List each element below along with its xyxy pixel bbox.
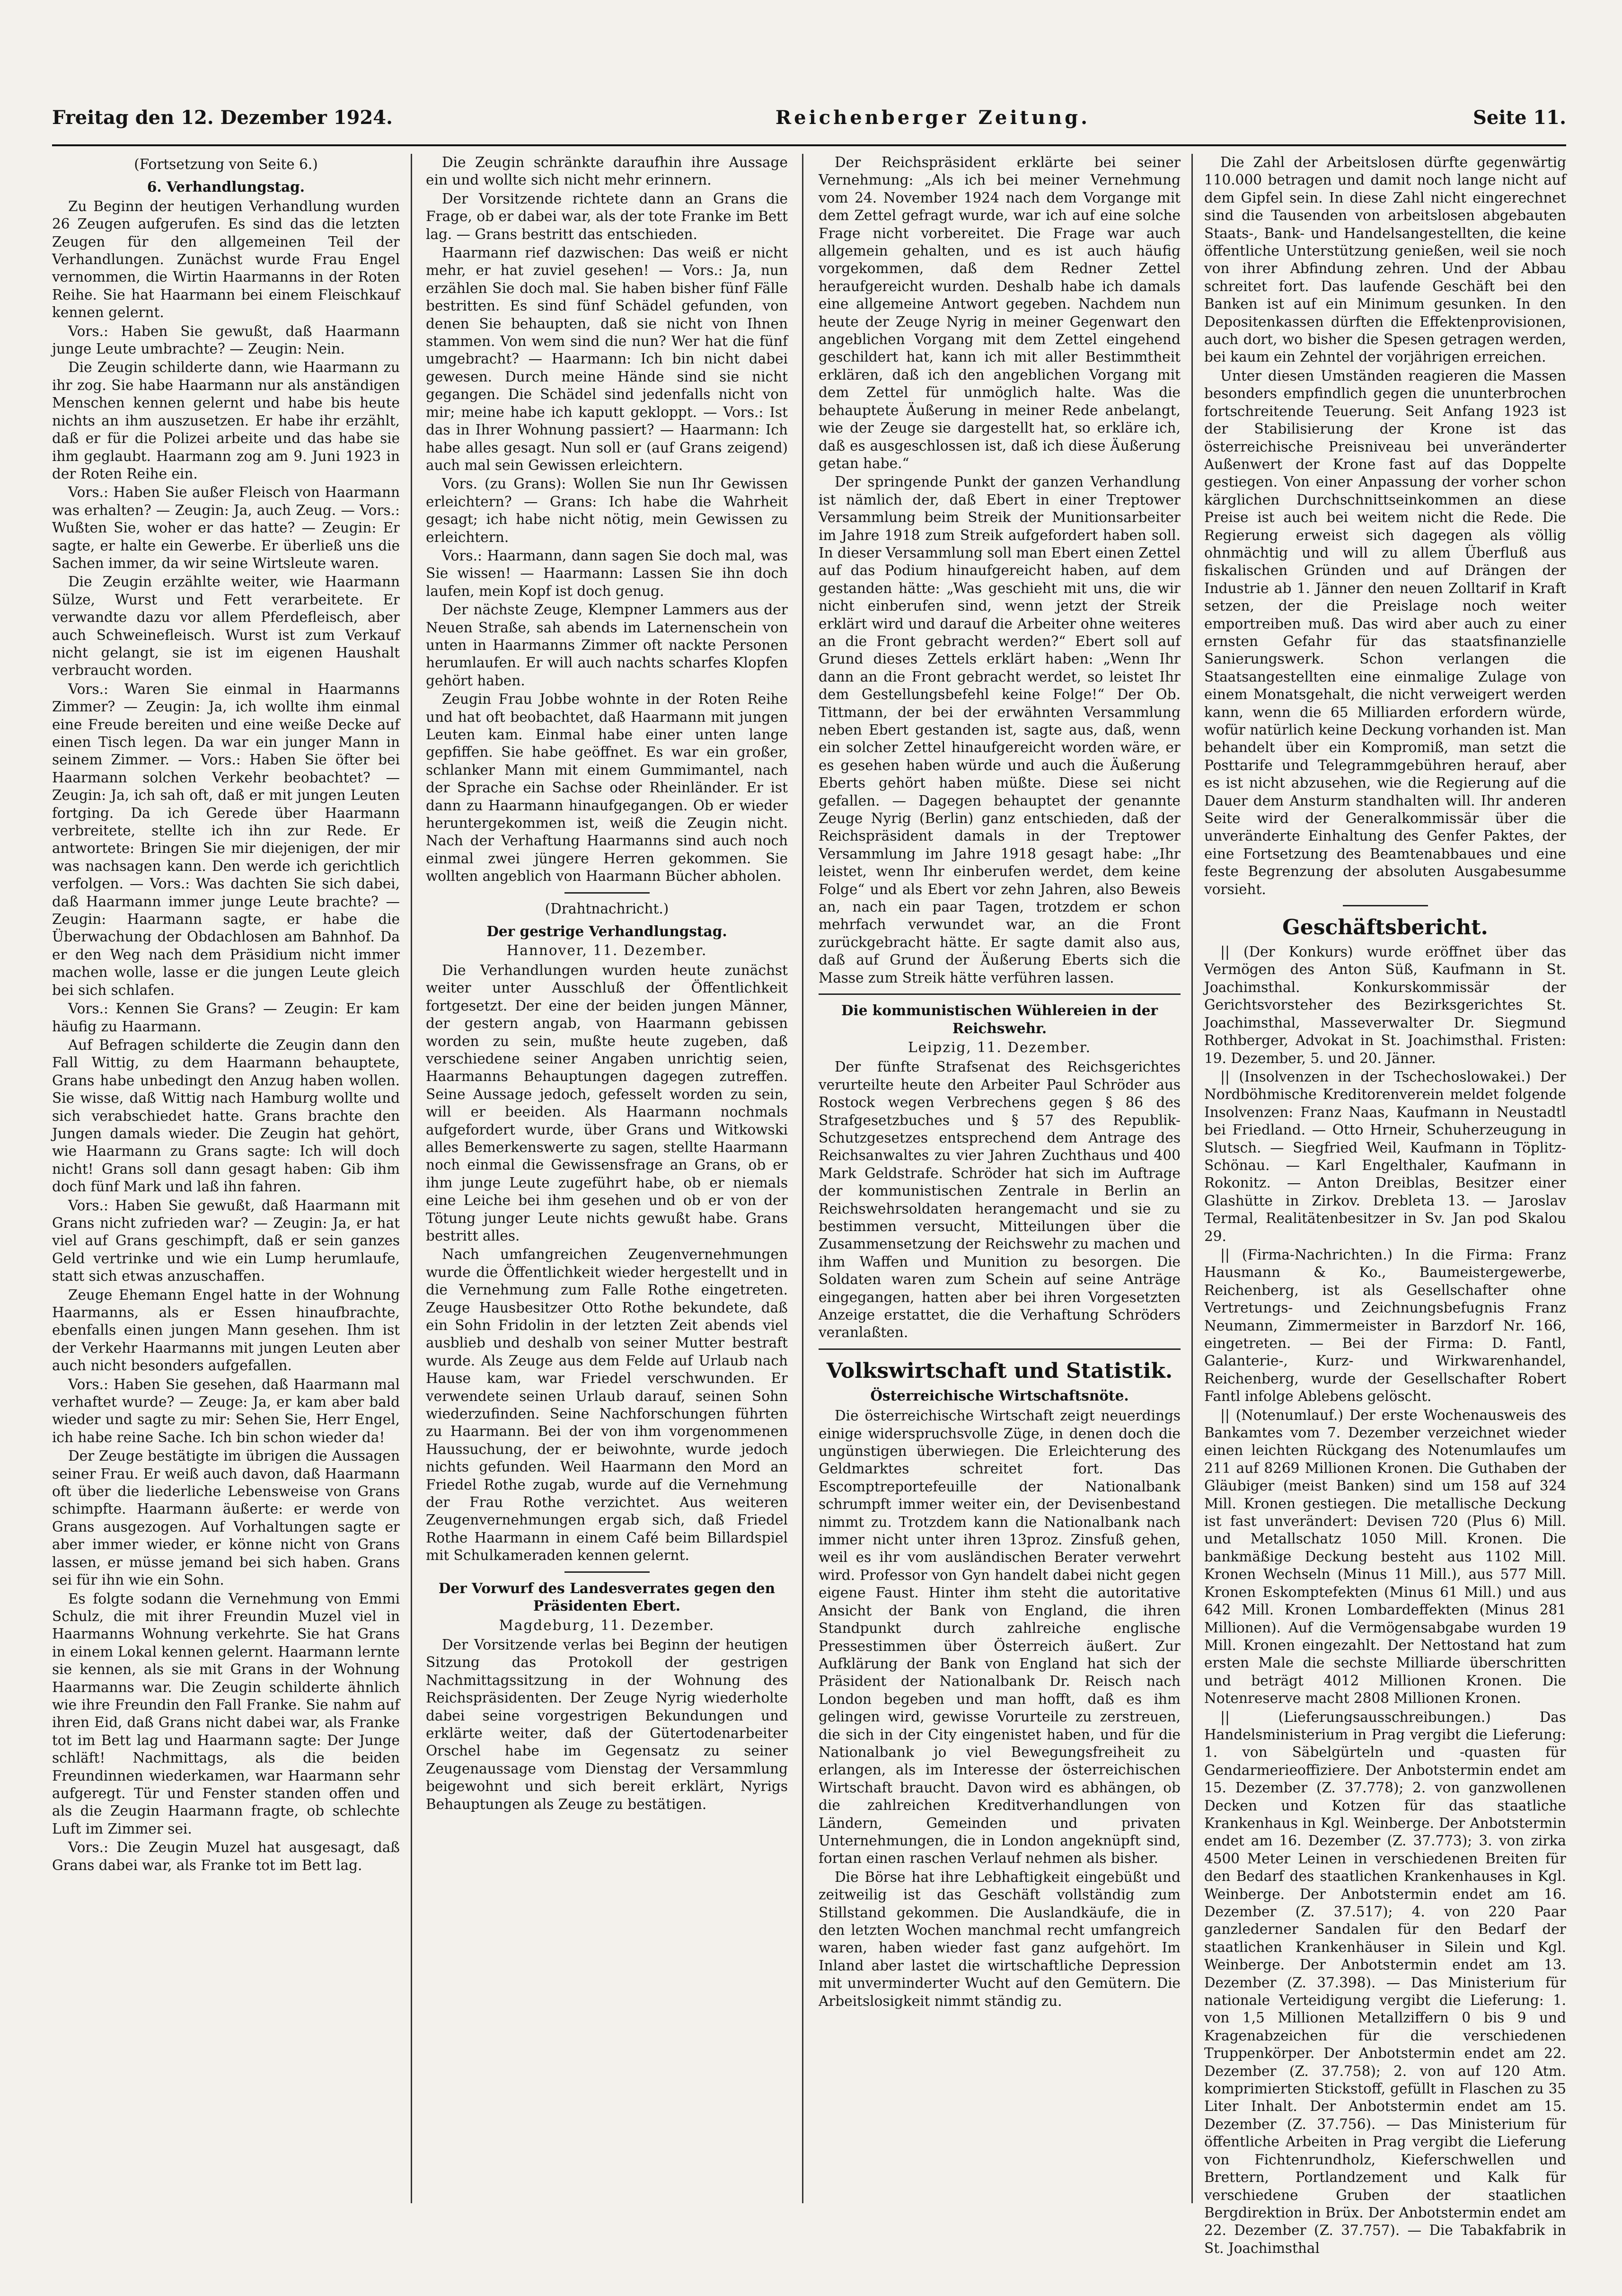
paragraph: Die Zahl der Arbeitslosen dürfte gegenwärtig 110.000 betragen und damit noch lange nicht auf dem Gipfel sein. In diese Zahl nicht eingerechnet sind die Tausenden von arbeitslosen abgebauten Staats-, Bank- und Handelsangestellten, die keine öffentliche Unterstützung genießen, weil sie noch von ihrer Abfindung zehren. Und der Abbau schreitet fort. Das laufende Geschäft bei den Banken ist auf ein Minimum gesunken. In den Depositenkassen dürften die Effektenprovisionen, auch dort, wo bisher die Spesen getragen werden, bei kaum ein Zehntel der vorjährigen erreichen. xyxy=(1204,154,1566,365)
column-2 xyxy=(426,154,788,2203)
article-heading: Österreichische Wirtschaftsnöte. xyxy=(870,1387,1129,1404)
section-heading: Volkswirtschaft und Statistik. xyxy=(826,1358,1173,1383)
paragraph: Vors.: Haben Sie gewußt, daß Haarmann mit Grans nicht zufrieden war? — Zeugin: Ja, er hat viel auf Grans geschimpft, daß er sein ganzes Geld vertrinke und wie ein Lump herumlaufe, statt sich etwas anzuschaffen. xyxy=(52,1197,400,1285)
paragraph: Der nächste Zeuge, Klempner Lammers aus der Neuen Straße, sah abends im Laternenschein von unten in Haarmanns Zimmer oft nackte Personen herumlaufen. Er will auch nachts scharfes Klopfen gehört haben. xyxy=(426,602,788,689)
paragraph: Unter diesen Umständen reagieren die Massen besonders empfindlich gegen die ununterbrochen fortschreitende Teuerung. Seit Anfang 1923 ist der Stabilisierung der Krone ist das österreichische Preisniveau bei unveränderter Außenwert der Krone fast auf das Doppelte gestiegen. Von einer Anpassung der vorher schon kärglichen Durchschnittseinkommen an diese Preise ist auch bei weitem nicht die Rede. Die Regierung erweist sich dagegen als völlig ohnmächtig und will zu allem Überfluß aus fiskalischen Gründen und auf Drängen der Industrie ab 1. Jänner den neuen Zolltarif in Kraft setzen, der die Preislage noch weiter emportreiben muß. Das wird aber auch zu einer ernsten Gefahr für das staatsfinanzielle Sanierungswerk. Schon verlangen die Staatsangestellten eine einmalige Zulage von einem Monatsgehalt, die nicht verweigert werden kann, wenn die 65 Milliarden erfordern würde, wofür natürlich keine Deckung vorhanden ist. Man behandelt über ein Kompromiß, man setzt die Posttarife und Telegrammgebühren herauf, aber es ist nicht abzusehen, wie die Regierung auf die Dauer dem Ansturm standhalten will. Ihr anderen Seite wird der Generalkommissär über die unveränderte Einhaltung des Genfer Paktes, der eine Fortsetzung des Beamtenabbaues und eine feste Begrenzung der absoluten Ausgabesumme vorsieht. xyxy=(1204,367,1566,897)
wire-note: (Drahtnachricht.) xyxy=(545,900,669,917)
page-number: Seite 11. xyxy=(1473,106,1566,129)
paragraph: Vors.: Haben Sie außer Fleisch von Haarmann was erhalten? — Zeugin: Ja, auch Zeug. — Vors.: Wußten Sie, woher er das hatte? — Zeugin: Er sagte, er halte ein Gewerbe. Er überließ uns die Sachen immer, da wir seine Wirtsleute waren. xyxy=(52,484,400,571)
paragraph: Der Vorsitzende richtete dann an Grans die Frage, ob er dabei war, als der tote Franke im Bett lag. — Grans bestritt das entschieden. xyxy=(426,190,788,242)
paragraph: Vors.: Kennen Sie Grans? — Zeugin: Er kam häufig zu Haarmann. xyxy=(52,1001,400,1035)
paragraph: Der Vorsitzende verlas bei Beginn der heutigen Sitzung das Protokoll der gestrigen Nachmittagssitzung in der Wohnung des Reichspräsidenten. Der Zeuge Nyrig wiederholte dabei seine vorgestrigen Bekundungen und erklärte weiter, daß der Gütertodenarbeiter Orschel habe im Gegensatz zu seiner Zeugenaussage vom Dienstag der Versammlung beigewohnt und sich bereit erklärt, Nyrigs Behauptungen als Zeuge zu bestätigen. xyxy=(426,1636,788,1812)
dateline: Magdeburg, 11. Dezember. xyxy=(499,1617,715,1633)
paragraph: || (Notenumlauf.) Der erste Wochenausweis des Bankamtes vom 7. Dezember verzeichnet wieder einen leichten Rückgang des Notenumlaufes um 211 auf 8269 Millionen Kronen. Die Guthaben der Gläubiger (meist Banken) sind um 158 auf 324 Mill. Kronen gestiegen. Die metallische Deckung ist fast unverändert: Devisen 720 (Plus 6) Mill. und Metallschatz 1050 Mill. Kronen. Die bankmäßige Deckung besteht aus 1102 Mill. Kronen Wechseln (Minus 11 Mill.), aus 577 Mill. Kronen Eskomptefekten (Minus 61 Mill.) und aus 642 Mill. Kronen Lombardeffekten (Minus 281 Millionen). Auf die Vermögensabgabe wurden 19 Mill. Kronen eingezahlt. Der Nettostand hat zum ersten Male die sechste Milliarde überschritten und beträgt 4012 Millionen Kronen. Die Notenreserve macht 2808 Millionen Kronen. xyxy=(1204,1407,1566,1707)
masthead xyxy=(52,106,1566,140)
paragraph: Nach umfangreichen Zeugenvernehmungen wurde die Öffentlichkeit wieder hergestellt und in die Vernehmung zum Falle Rothe eingetreten. Zeuge Hausbesitzer Otto Rothe bekundete, daß ein Sohn Fridolin in der letzten Zeit abends viel ausblieb und deshalb von seiner Mutter bestraft wurde. Als Zeuge aus dem Felde auf Urlaub nach Hause kam, war Friedel verschwunden. Er verwendete seinen Urlaub darauf, seinen Sohn wiederzufinden. Seine Nachforschungen führten zu Haarmann. Bei der von ihm vorgenommenen Haussuchung, der er beiwohnte, wurde jedoch nichts gefunden. Weil Haarmann den Mord an Friedel Rothe zugab, wurde auf die Vernehmung der Frau Rothe verzichtet. Aus weiteren Zeugenvernehmungen ergab sich, daß Friedel Rothe Haarmann in einem Café beim Billardspiel mit Schulkameraden kennen gelernt. xyxy=(426,1246,788,1564)
paragraph: Vors. (zu Grans): Wollen Sie nun Ihr Gewissen erleichtern? — Grans: Ich habe die Wahrheit gesagt; ich habe nicht nötig, mein Gewissen zu erleichtern. xyxy=(426,476,788,545)
paragraph: Die Börse hat ihre Lebhaftigkeit eingebüßt und zeitweilig ist das Geschäft vollständig zum Stillstand gekommen. Die Auslandkäufe, die in den letzten Wochen manchmal recht umfangreich waren, haben wieder fast ganz aufgehört. Im Inland aber lastet die wirtschaftliche Depression mit unverminderter Wucht auf den Gemütern. Die Arbeitslosigkeit nimmt ständig zu. xyxy=(819,1869,1181,2009)
column-divider xyxy=(802,154,803,2203)
paragraph: || (Insolvenzen in der Tschechoslowakei.) Der Nordböhmische Kreditorenverein meldet folgende Insolvenzen: Franz Naas, Kaufmann in Neustadtl bei Friedland. — Otto Hrneir, Schuherzeugung in Slutsch. — Siegfried Weil, Kaufmann in Töplitz-Schönau. — Karl Engelthaler, Kaufmann in Rokonitz. — Anton Dreiblas, Besitzer einer Glashütte in Zirkov. Drebleta 13. — Jaroslav Termal, Realitätenbesitzer in Sv. Jan pod Skalou 29. xyxy=(1204,1068,1566,1244)
paragraph: Die Zeugin schränkte daraufhin ihre Aussage ein und wollte sich nicht mehr erinnern. xyxy=(426,154,788,188)
paragraph: || (Firma-Nachrichten.) In die Firma: Franz Hausmann & Ko., Baumeistergewerbe, Reichenberg, ist als Gesellschafter ohne Vertretungs- und Zeichnungsbefugnis Franz Neumann, Zimmermeister in Barzdorf Nr. 166, eingetreten. — Bei der Firma: D. Fantl, Galanterie-, Kurz- und Wirkwarenhandel, Reichenberg, wurde der Gesellschafter Robert Fantl infolge Ablebens gelöscht. xyxy=(1204,1246,1566,1405)
column-divider xyxy=(411,154,412,2203)
dateline: Hannover, 11. Dezember. xyxy=(506,942,707,959)
dateline: Leipzig, 11. Dezember. xyxy=(908,1039,1091,1055)
newspaper-title: Reichenberger Zeitung. xyxy=(775,106,1091,129)
paragraph: Der springende Punkt der ganzen Verhandlung ist nämlich der, daß Ebert in einer Treptower Versammlung beim Streik der Munitionsarbeiter im Jahre 1918 zum Streik aufgefordert haben soll. In dieser Versammlung soll man Ebert einen Zettel auf das Podium hinaufgereicht haben, auf dem gestanden hätte: „Was geschieht mit uns, die wir nicht einberufen sind, wenn jetzt der Streik erklärt wird und darauf die Arbeiter ohne weiteres an die Front gebracht werden?“ Ebert soll auf Grund dieses Zettels erklärt haben: „Wenn Ihr dann an die Front gebracht werdet, so leistet Ihr dem Gestellungsbefehl keine Folge!“ Der Ob. Tittmann, der bei der erwähnten Versammlung neben Ebert gestanden ist, sagte aus, daß, wenn ein solcher Zettel hinaufgereicht worden wäre, er es gesehen haben würde und auch die Äußerung Eberts gehört haben müßte. Diese sei nicht gefallen. — Dagegen behauptet der genannte Zeuge Nyrig (Berlin) ganz entschieden, daß der Reichspräsident damals in der Treptower Versammlung im Jahre 1918 gesagt habe: „Ihr leistet, wenn Ihr einberufen werdet, dem keine Folge“ und als Ebert vor zehn Jahren, also Beweis an, nach ein paar Tagen, trotzdem er schon mehrfach verwundet war, an die Front zurückgebracht hätte. Er sagte damit also aus, daß auf Grund der Äußerung Eberts sich die Masse zum Streik hätte verführen lassen. xyxy=(819,474,1181,986)
masthead-rule xyxy=(52,144,1566,146)
article-heading: Die kommunistischen Wühlereien in der Reichswehr. xyxy=(841,1002,1158,1037)
paragraph: Vors.: Haarmann, dann sagen Sie doch mal, was Sie wissen! — Haarmann: Lassen Sie ihn doch laufen, mein Kopf ist doch genug. xyxy=(426,547,788,599)
column-4 xyxy=(1204,154,1566,2256)
paragraph: Die Zeugin erzählte weiter, wie Haarmann Sülze, Wurst und Fett verarbeitete. Er verwandte dazu vor allem Pferdefleisch, aber auch Schweinefleisch. Wurst ist zum Verkauf nicht gelangt, sie ist im eigenen Haushalt verbraucht worden. xyxy=(52,574,400,679)
continuation-note: (Fortsetzung von Seite 6.) xyxy=(134,156,318,172)
paragraph: Die Verhandlungen wurden heute zunächst weiter unter Ausschluß der Öffentlichkeit fortgesetzt. Der eine der beiden jungen Männer, der gestern angab, von Haarmann gebissen worden zu sein, mußte heute zugeben, daß verschiedene seiner Angaben unrichtig seien, Haarmanns Behauptungen dagegen zutreffen. Seine Aussage jedoch, gefesselt worden zu sein, will er beeiden. Als Haarmann nochmals aufgefordert wurde, über Grans und Witkowski alles Bemerkenswerte zu sagen, stellte Haarmann noch einmal die Gewissensfrage an Grans, ob er ihm junge Leute zugeführt habe, ob er niemals eine Leiche bei ihm gesehen und ob er von der Tötung junger Leute nichts gewußt habe. Grans bestritt alles. xyxy=(426,962,788,1244)
separator-rule xyxy=(819,993,1181,995)
paragraph: Vors.: Waren Sie einmal in Haarmanns Zimmer? — Zeugin: Ja, ich wollte ihm einmal eine Freude bereiten und eine weiße Decke auf einen Tisch legen. Da war ein junger Mann in seinem Zimmer. — Vors.: Haben Sie öfter bei Haarmann solchen Verkehr beobachtet? — Zeugin: Ja, ich sah oft, daß er mit jungen Leuten fortging. Da ich Gerede über Haarmann verbreitete, stellte ich ihn zur Rede. Er antwortete: Bringen Sie mir diejenigen, der mir was nachsagen kann. Den werde ich gerichtlich verfolgen. — Vors.: Was dachten Sie sich dabei, daß Haarmann immer junge Leute brachte? — Zeugin: Haarmann sagte, er habe die Überwachung der Obdachlosen am Bahnhof. Da er den Weg nach dem Präsidium nicht immer machen wolle, lasse er die jungen Leute gleich bei sich schlafen. xyxy=(52,681,400,998)
column-divider xyxy=(1191,154,1193,2203)
paragraph: Der fünfte Strafsenat des Reichsgerichtes verurteilte heute den Arbeiter Paul Schröder aus Rostock wegen Verbrechens gegen § 86 des Strafgesetzbuches und § 57 des Republik-Schutzgesetzes entsprechend dem Antrage des Reichsanwaltes zu vier Jahren Zuchthaus und 400 Mark Geldstrafe. Schröder hat sich im Auftrage der kommunistischen Zentrale in Berlin an Reichswehrsoldaten herangemacht und sie zu bestimmen versucht, Mitteilungen über die Zusammensetzung der Reichswehr zu machen und ihm Waffen und Munition zu besorgen. Die Soldaten waren zum Schein auf seine Anträge eingegangen, hatten aber bei ihren Vorgesetzten Anzeige erstattet, die die Verhaftung Schröders veranlaßten. xyxy=(819,1059,1181,1341)
article-heading: 6. Verhandlungstag. xyxy=(147,178,305,195)
separator-rule xyxy=(564,892,650,894)
column-3 xyxy=(819,154,1181,2203)
separator-rule xyxy=(1343,905,1428,906)
paragraph: Vors.: Haben Sie gesehen, daß Haarmann mal verhaftet wurde? — Zeuge: Ja, er kam aber bald wieder und sagte zu mir: Sehen Sie, Herr Engel, ich habe reine Sache. Ich bin schon wieder da! xyxy=(52,1376,400,1445)
paragraph: || (Lieferungsausschreibungen.) Das Handelsministerium in Prag vergibt die Lieferung: 1. von Säbelgürteln und -quasten für Gendarmerieoffiziere. Der Anbotstermin endet am 15. Dezember (Z. 37.778); 2. von ganzwollenen Decken und Kotzen für das staatliche Krankenhaus in Kgl. Weinberge. Der Anbotstermin endet am 16. Dezember (Z. 37.773); 3. von zirka 4500 Meter Leinen in verschiedenen Breiten für den Bedarf des staatlichen Krankenhauses in Kgl. Weinberge. Der Anbotstermin endet am 16. Dezember (Z. 37.517); 4. von 220 Paar ganzlederner Sandalen für den Bedarf der staatlichen Krankenhäuser in Silein und Kgl. Weinberge. Der Anbotstermin endet am 13. Dezember (Z. 37.398). — Das Ministerium für nationale Verteidigung vergibt die Lieferung: 1. von 1,5 Millionen Metallziffern 0 bis 9 und Kragenabzeichen für die verschiedenen Truppenkörper. Der Anbotstermin endet am 22. Dezember (Z. 37.758); 2. von auf 120 Atm. komprimierten Stickstoff, gefüllt in Flaschen zu 35 Liter Inhalt. Der Anbotstermin endet am 15. Dezember (Z. 37.756). — Das Ministerium für öffentliche Arbeiten in Prag vergibt die Lieferung von Fichtenrundholz, Kieferschwellen und Brettern, Portlandzement und Kalk für verschiedene Gruben der staatlichen Bergdirektion in Brüx. Der Anbotstermin endet am 22. Dezember (Z. 37.757). — Die Tabakfabrik in St. Joachimsthal xyxy=(1204,1709,1566,2256)
paragraph: Die Zeugin schilderte dann, wie Haarmann zu ihr zog. Sie habe Haarmann nur als anständigen Menschen kennen gelernt und habe bis heute nichts an ihm auszusetzen. Er habe ihr erzählt, daß er für die Polizei arbeite und das habe sie ihm geglaubt. Haarmann zog am 9. Juni 1923 in der Roten Reihe ein. xyxy=(52,359,400,482)
paragraph: Zeugin Frau Jobbe wohnte in der Roten Reihe und hat oft beobachtet, daß Haarmann mit jungen Leuten kam. Einmal habe einer unten lange gepfiffen. Sie habe geöffnet. Es war ein großer, schlanker Mann mit einem Gummimantel, nach der Sprache ein Sachse oder Rheinländer. Er ist dann zu Haarmann hinaufgegangen. Ob er wieder heruntergekommen ist, weiß die Zeugin nicht. Nach der Verhaftung Haarmanns sind auch noch einmal zwei jüngere Herren gekommen. Sie wollten angeblich von Haarmann Bücher abholen. xyxy=(426,691,788,885)
separator-rule xyxy=(564,1571,650,1573)
article-heading: Der gestrige Verhandlungstag. xyxy=(486,923,727,940)
paragraph: Der Zeuge bestätigte im übrigen die Aussagen seiner Frau. Er weiß auch davon, daß Haarmann oft über die liederliche Lebensweise von Grans schimpfte. Haarmann äußerte: er werde von Grans ausgezogen. Auf Vorhaltungen sagte er aber immer wieder, er könne nicht von Grans lassen, er müsse jemand bei sich haben. Grans sei für ihn wie ein Sohn. xyxy=(52,1448,400,1588)
paragraph: Zu Beginn der heutigen Verhandlung wurden 26 Zeugen aufgerufen. Es sind das die letzten Zeugen für den allgemeinen Teil der Verhandlungen. Zunächst wurde Frau Engel vernommen, die Wirtin Haarmanns in der Roten Reihe. Sie hat Haarmann bei einem Fleischkauf kennen gelernt. xyxy=(52,198,400,321)
paragraph: || (Der Konkurs) wurde eröffnet über das Vermögen des Anton Süß, Kaufmann in St. Joachimsthal. Konkurskommissär der Gerichtsvorsteher des Bezirksgerichtes St. Joachimsthal, Masseverwalter Dr. Siegmund Rothberger, Advokat in St. Joachimsthal. Fristen: 19. Dezember, 5. und 20. Jänner. xyxy=(1204,944,1566,1066)
article-heading: Der Vorwurf des Landesverrates gegen den Präsidenten Ebert. xyxy=(438,1579,776,1614)
separator-rule xyxy=(819,1348,1181,1350)
paragraph: Vors.: Die Zeugin Muzel hat ausgesagt, daß Grans dabei war, als Franke tot im Bett lag. xyxy=(52,1839,400,1873)
article-body xyxy=(52,198,400,1874)
issue-date: Freitag den 12. Dezember 1924. xyxy=(52,106,393,129)
paragraph: Haarmann rief dazwischen: Das weiß er nicht mehr, er hat zuviel gesehen! — Vors.: Ja, nun erzählen Sie doch mal. Sie haben bisher fünf Fälle bestritten. Es sind fünf Schädel gefunden, von denen Sie behaupten, daß sie nicht von Ihnen stammen. Von wem sind die nun? Wer hat die fünf umgebracht? — Haarmann: Ich bin nicht dabei gewesen. Durch meine Hände sind sie nicht gegangen. Die Schädel sind jedenfalls nicht von mir; meine habe ich kaputt gekloppt. — Vors.: Ist das in Ihrer Wohnung passiert? — Haarmann: Ich habe alles gesagt. Nun soll er (auf Grans zeigend) auch mal sein Gewissen erleichtern. xyxy=(426,245,788,473)
paragraph: Auf Befragen schilderte die Zeugin dann den Fall Wittig, zu dem Haarmann behauptete, Grans habe unbedingt den Anzug haben wollen. Sie wisse, daß Wittig nach Hamburg wollte und sich verabschiedet hatte. Grans brachte den Jungen damals wieder. Die Zeugin hat gehört, wie Haarmann zu Grans sagte: Ich will doch nicht! Grans soll dann gesagt haben: Gib ihm doch fünf Mark und laß ihn fahren. xyxy=(52,1037,400,1195)
column-1 xyxy=(52,154,400,2203)
paragraph: Vors.: Haben Sie gewußt, daß Haarmann junge Leute umbrachte? — Zeugin: Nein. xyxy=(52,323,400,357)
paragraph: Der Reichspräsident erklärte bei seiner Vernehmung: „Als ich bei meiner Vernehmung vom 24. November 1924 nach dem Vorgange mit dem Zettel gefragt wurde, war ich auf eine solche Frage nicht vorbereitet. Die Frage war auch allgemein gehalten, und es ist auch häufig vorgekommen, daß dem Redner Zettel heraufgereicht wurden. Deshalb habe ich damals eine allgemeine Antwort gegeben. Nachdem nun heute der Zeuge Nyrig in meiner Gegenwart den angeblichen Vorgang mit dem Zettel eingehend geschildert hat, kann ich mit aller Bestimmtheit erklären, daß ich den angeblichen Vorgang mit dem Zettel für unmöglich halte. Was die behauptete Äußerung in meiner Rede anbelangt, wie der Zeuge sie dargestellt hat, so erkläre ich, daß es ausgeschlossen ist, daß ich diese Äußerung getan habe.“ xyxy=(819,154,1181,471)
paragraph: Zeuge Ehemann Engel hatte in der Wohnung Haarmanns, als er Essen hinaufbrachte, ebenfalls einen jungen Mann gesehen. Ihm ist der Verkehr Haarmanns mit jungen Leuten aber auch nicht besonders aufgefallen. xyxy=(52,1286,400,1374)
paragraph: Die österreichische Wirtschaft zeigt neuerdings einige widerspruchsvolle Züge, in denen doch die ungünstigen überwiegen. Die Erleichterung des Geldmarktes schreitet fort. Das Escomptreportefeuille der Nationalbank schrumpft immer weiter ein, der Devisenbestand nimmt zu. Trotzdem kann die Nationalbank nach immer nicht unter ihren 13proz. Zinsfuß gehen, weil es ihr vom ausländischen Berater verwehrt wird. Professor von Gyn handelt dabei nicht gegen eigene Faust. Hinter ihm steht die autoritative Ansicht der Bank von England, die ihren Standpunkt durch zahlreiche englische Pressestimmen über Österreich äußert. Zur Aufklärung der Bank von England hat sich der Präsident der Nationalbank Dr. Reisch nach London begeben und man hofft, daß es ihm gelingen wird, gewisse Vorurteile zu zerstreuen, die sich in der City eingenistet haben, und für die Nationalbank jo viel Bewegungsfreiheit zu erlangen, als im Interesse der österreichischen Wirtschaft braucht. Davon wird es abhängen, ob die zahlreichen Kreditverhandlungen von Ländern, Gemeinden und privaten Unternehmungen, die in London angeknüpft sind, fortan einen raschen Verlauf nehmen als bisher. xyxy=(819,1408,1181,1867)
section-heading: Geschäftsbericht. xyxy=(1282,915,1488,940)
paragraph: Es folgte sodann die Vernehmung von Emmi Schulz, die mit ihrer Freundin Muzel viel in Haarmanns Wohnung verkehrte. Sie hat Grans in einem Lokal kennen gelernt. Haarmann lernte sie kennen, als sie mit Grans in der Wohnung Haarmanns war. Die Zeugin schilderte ähnlich wie ihre Freundin den Fall Franke. Sie nahm auf ihren Eid, daß Grans nicht dabei war, als Franke tot im Bett lag und Haarmann sagte: Der Junge schläft! Nachmittags, als die beiden Freundinnen wiederkamen, war Haarmann sehr aufgeregt. Tür und Fenster standen offen und als die Zeugin Haarmann fragte, ob schlechte Luft im Zimmer sei. xyxy=(52,1590,400,1837)
